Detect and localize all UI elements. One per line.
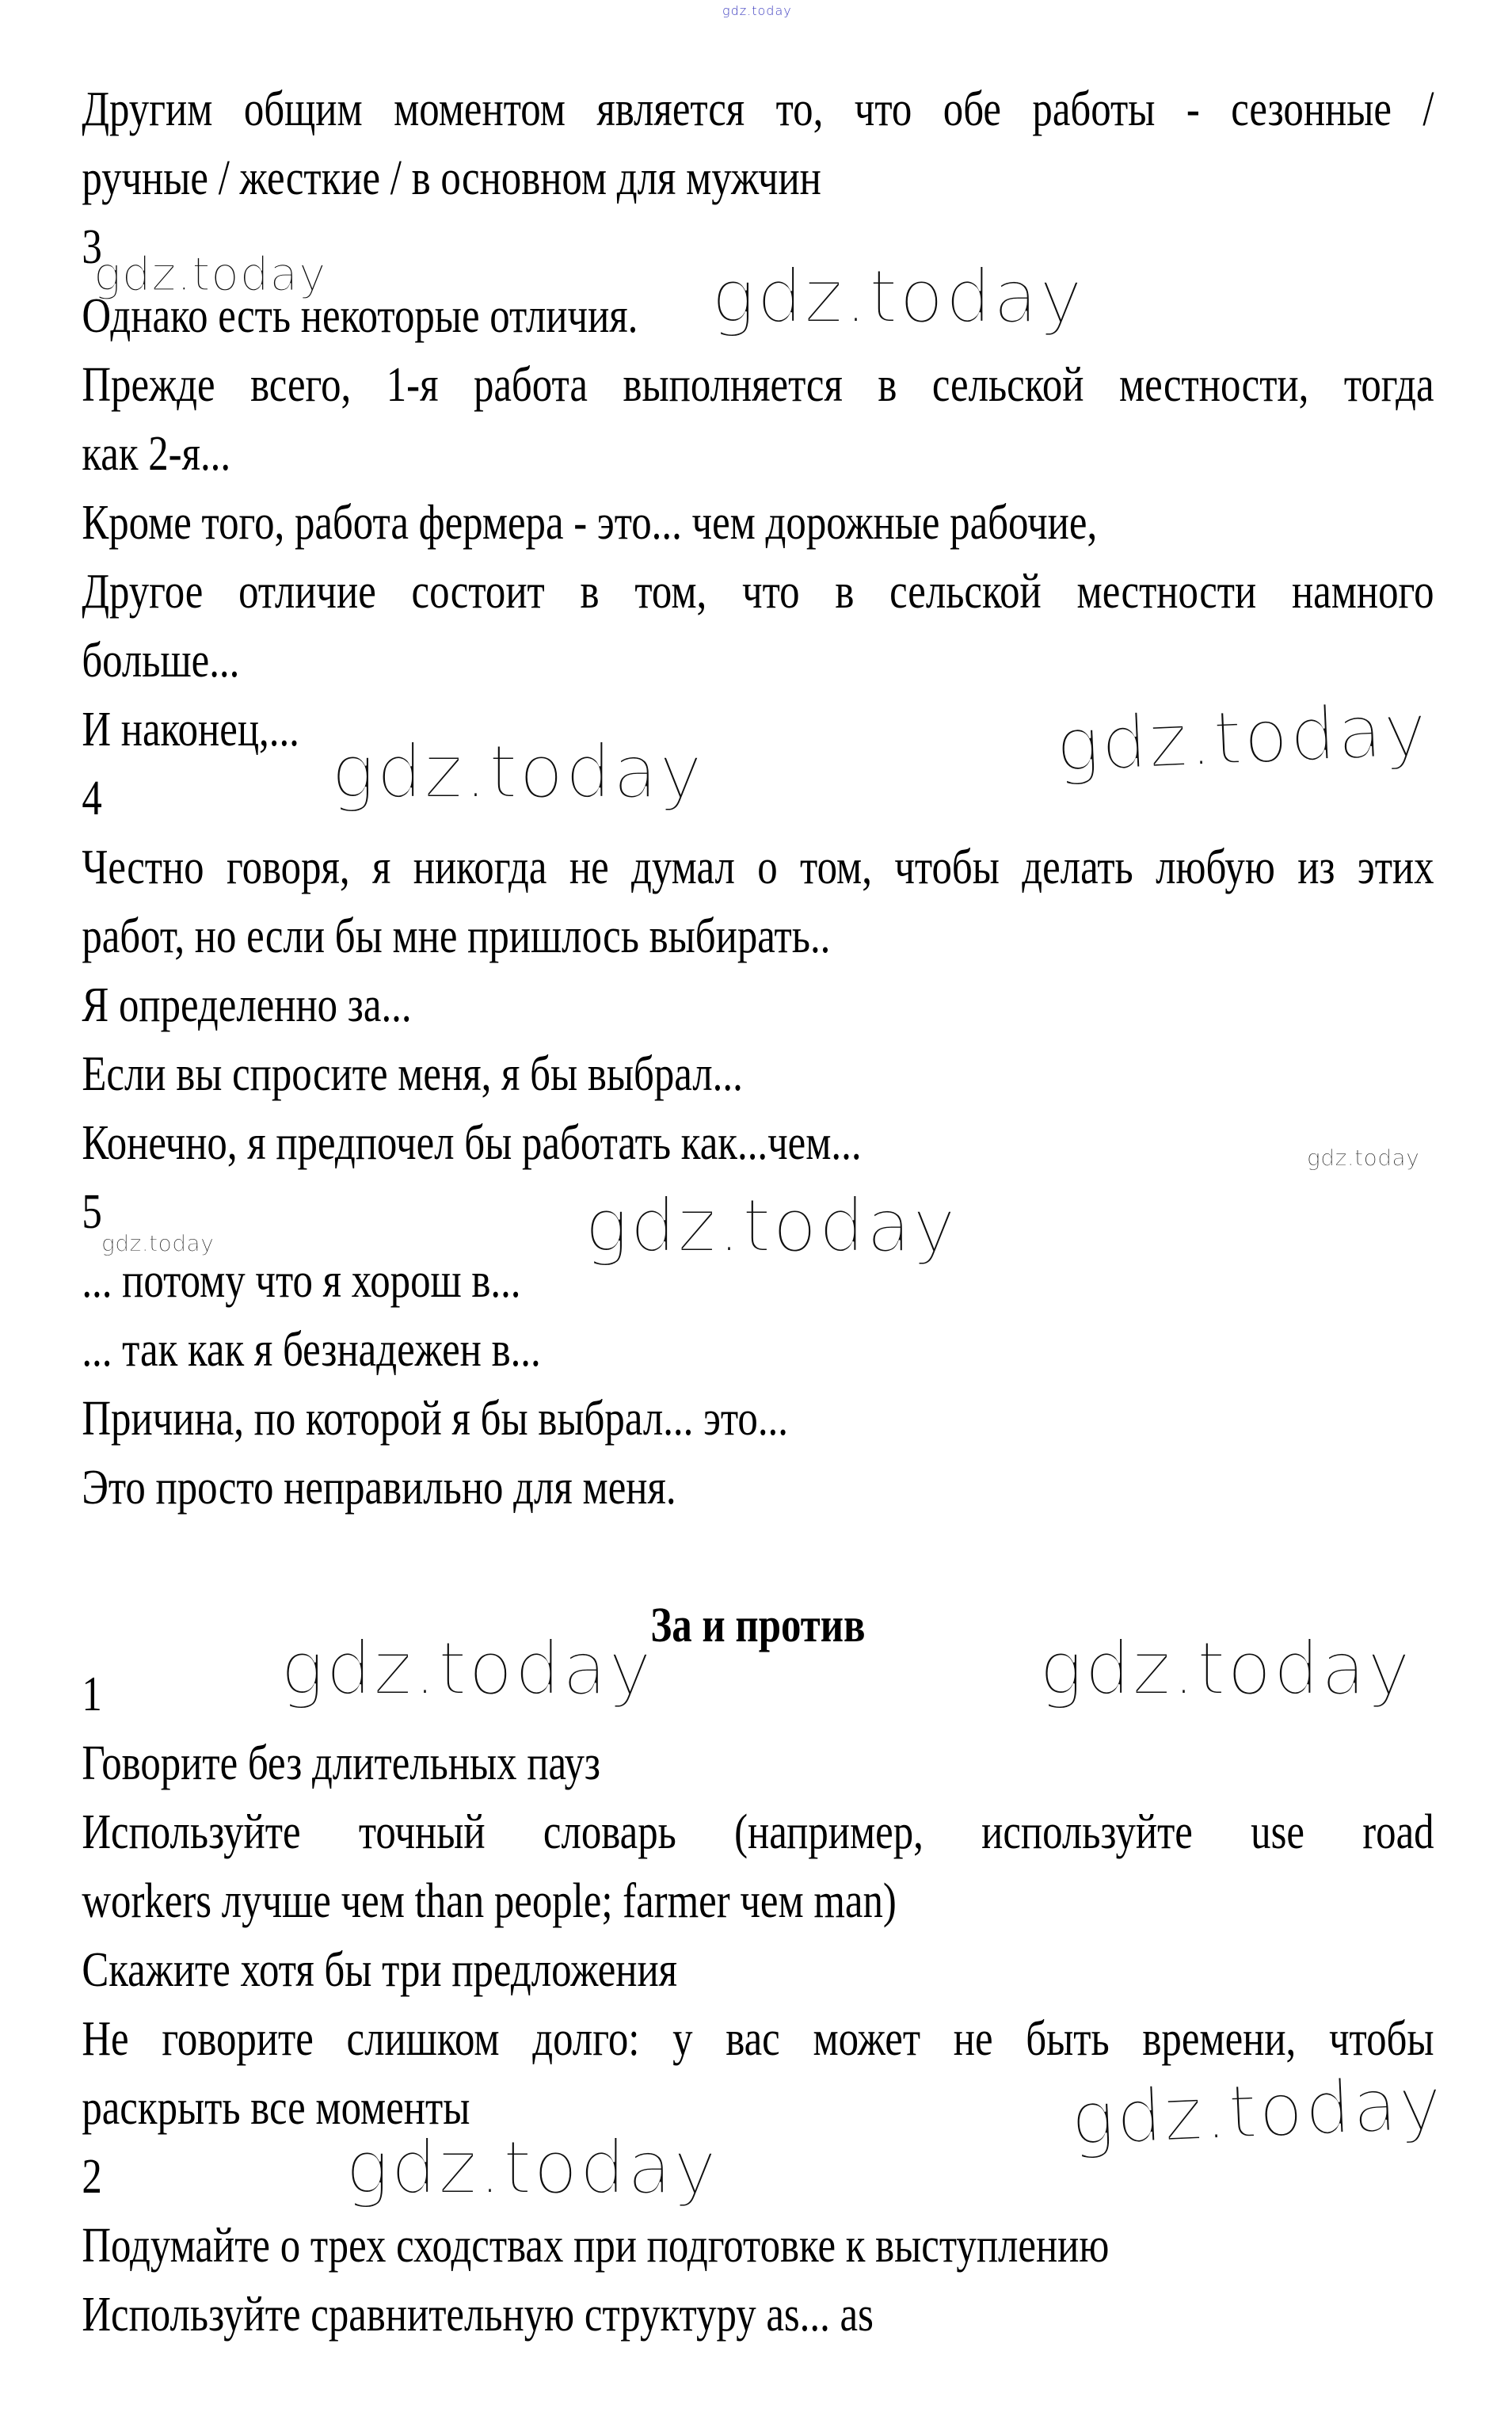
watermark: gdz.today [101,1230,215,1256]
text-line: Конечно, я предпочел бы работать как...чем... [82,1116,862,1170]
section-number: 5 [82,1185,102,1239]
watermark: gdz.today [722,3,792,18]
text-line: Кроме того, работа фермера - это... чем дорожные рабочие, [82,496,1098,550]
watermark: gdz.today [1068,2060,1445,2162]
text-line: Скажите хотя бы три предложения [82,1943,678,1997]
text-line: Используйте сравнительную структуру as... as [82,2288,874,2342]
text-line: И наконец,... [82,703,299,756]
text-line: Я определенно за... [82,978,412,1032]
blank-line [82,1523,1434,1591]
text-line: Если вы спросите меня, я бы выбрал... [82,1047,743,1101]
text-line: ... потому что я хорош в... [82,1254,521,1308]
text-line: Другим общим моментом является то, что обе работы - сезонные / [82,82,1434,136]
text-line: как 2-я... [82,427,231,481]
text-line: Другое отличие состоит в том, что в сельской местности намного [82,565,1434,619]
section-number: 1 [82,1667,102,1721]
watermark: gdz.today [1307,1145,1420,1171]
text-line: Честно говоря, я никогда не думал о том, чтобы делать любую из этих [82,840,1434,894]
watermark: gdz.today [280,1626,653,1711]
section-heading: За и против [650,1599,866,1652]
section-number: 4 [82,772,102,825]
text-line: Это просто неправильно для меня. [82,1461,676,1515]
text-line: Используйте точный словарь (например, используйте use road [82,1805,1434,1859]
watermark: gdz.today [331,730,704,814]
section-number: 2 [82,2150,102,2204]
watermark: gdz.today [711,254,1084,339]
watermark: gdz.today [585,1183,958,1268]
text-line: ... так как я безнадежен в... [82,1323,541,1377]
watermark: gdz.today [1039,1626,1412,1711]
text-line: Прежде всего, 1-я работа выполняется в сельской местности, тогда [82,358,1434,412]
watermark: gdz.today [93,247,327,301]
text-line: Причина, по которой я бы выбрал... это... [82,1392,788,1446]
section-number: 3 [82,220,102,274]
watermark: gdz.today [1053,687,1430,788]
text-line: работ, но если бы мне пришлось выбирать.. [82,909,831,963]
text-line: ручные / жесткие / в основном для мужчин [82,151,821,205]
watermark: gdz.today [345,2125,718,2210]
text-line: workers лучше чем than people; farmer чем man) [82,1874,897,1928]
text-line: Однако есть некоторые отличия. [82,289,638,343]
text-line: больше... [82,634,240,688]
text-line: Подумайте о трех сходствах при подготовке к выступлению [82,2219,1110,2273]
text-line: раскрыть все моменты [82,2081,470,2135]
text-line: Говорите без длительных пауз [82,1736,601,1790]
text-line: Не говорите слишком долго: у вас может не быть времени, чтобы [82,2012,1434,2066]
